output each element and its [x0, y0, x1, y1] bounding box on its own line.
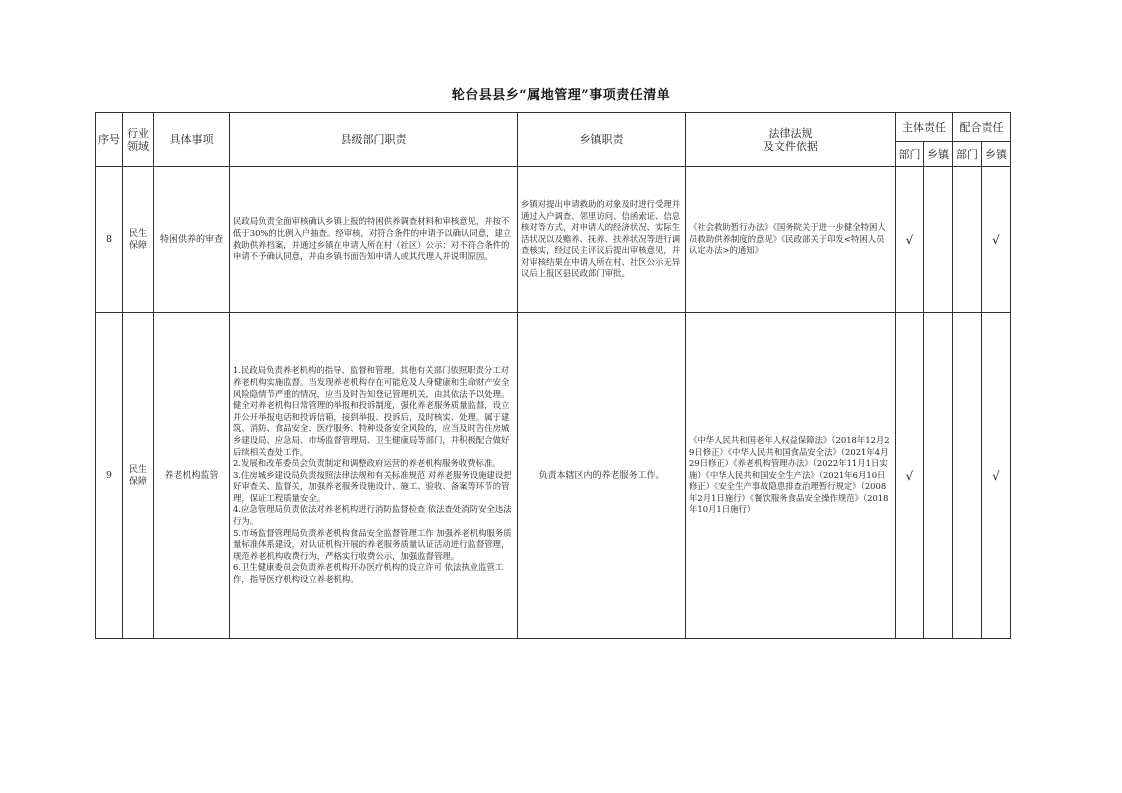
row-town-duty: 负责本辖区内的养老服务工作。 [518, 313, 686, 639]
county-duty-paragraph: 2.发展和改革委员会负责制定和调整政府运营的养老机构服务收费标准。 [233, 458, 501, 469]
header-index: 序号 [96, 113, 123, 167]
row-item: 特困供养的审查 [154, 167, 230, 313]
check-main-town [924, 313, 953, 639]
row-industry: 民生 保障 [123, 313, 154, 639]
header-coop-dept: 部门 [953, 142, 982, 167]
check-coop-dept [953, 313, 982, 639]
document-title: 轮台县县乡“属地管理”事项责任清单 [451, 88, 671, 103]
header-item: 具体事项 [154, 113, 230, 167]
row-index: 9 [96, 313, 123, 639]
county-duty-paragraph: 4.应急管理局负责依法对养老机构进行消防监督检查 依法查处消防安全违法行为。 [233, 504, 512, 527]
check-main-town [924, 167, 953, 313]
check-coop-town: √ [982, 167, 1011, 313]
table-row [96, 313, 1011, 639]
row-item: 养老机构监管 [154, 313, 230, 639]
row-legal-basis: 《社会救助暂行办法》《国务院关于进一步健全特困人员救助供养制度的意见》《民政部关于印发<特困人员认定办法>的通知》 [686, 167, 896, 313]
row-legal-basis: 《中华人民共和国老年人权益保障法》（2018年12月29日修正）《中华人民共和国食品安全法》（2021年4月29日修正）《养老机构管理办法》（2022年11月1日实施）《中华人民共和国安全生产法》（2021年6月10日修正）《安全生产事故隐患排查治理暂行规定》（2008年2月1日施行）《餐饮服务食品安全操作规范》（2018年10月1日施行） [686, 313, 896, 639]
county-duty-paragraph: 民政局负责全面审核确认乡镇上报的特困供养调查材料和审核意见，并按不低于30%的比例入户抽查。经审核，对符合条件的申请予以确认同意，建立救助供养档案，并通过乡镇在申请人所在村（社区）公示；对不符合条件的申请不予确认同意，并由乡镇书面告知申请人或其代理人并说明原因。 [233, 216, 512, 262]
responsibility-table [95, 112, 1011, 639]
row-industry: 民生 保障 [123, 167, 154, 313]
header-industry: 行业领域 [123, 113, 154, 167]
county-duty-paragraph: 6.卫生健康委员会负责养老机构开办医疗机构的设立许可 依法执业监管工作，指导医疗机构设立养老机构。 [233, 562, 504, 585]
row-index: 8 [96, 167, 123, 313]
header-main-town: 乡镇 [924, 142, 953, 167]
check-main-dept: √ [896, 167, 924, 313]
row-county-duty [230, 167, 518, 313]
county-duty-paragraph: 3.住房城乡建设局负责按照法律法规和有关标准规范 对养老服务设施建设把好审查关、监督关，加强养老服务设施设计、施工、验收、备案等环节的管理，保证工程质量安全。 [233, 469, 512, 503]
row-town-duty: 乡镇对提出申请救助的对象及时进行受理并通过入户调查、邻里访问、信函索证、信息核对等方式，对申请人的经济状况、实际生活状况以及赡养、抚养、扶养状况等进行调查核实，经过民主评议后提出审核意见，并对审核结果在申请人所在村、社区公示无异议后上报区县民政部门审批。 [518, 167, 686, 313]
table-row [96, 167, 1011, 313]
header-town-duty: 乡镇职责 [518, 113, 686, 167]
header-main-dept: 部门 [896, 142, 924, 167]
header-coop-responsibility: 配合责任 [953, 113, 1011, 142]
county-duty-paragraph: 1.民政局负责养老机构的指导、监督和管理，其他有关部门依照职责分工对养老机构实施监督。当发现养老机构存在可能危及人身健康和生命财产安全风险隐情节严重的情况，应当及时告知登记管理机关，由其依法予以处理。健全对养老机构日常管理的举报和投诉制度，强化养老服务质量监督，设立并公开举报电话和投诉信箱，接到举报、投诉后，及时核实、处理。属于建筑、消防、食品安全、医疗服务、特种设备安全风险的，应当及时告住房城乡建设局、应急局、市场监督管理局、卫生健康局等部门，并积极配合做好后续相关查处工作。 [233, 365, 510, 457]
check-coop-town: √ [982, 313, 1011, 639]
row-county-duty [230, 313, 518, 639]
header-legal-basis: 法律法规 及文件依据 [686, 113, 896, 167]
header-main-responsibility: 主体责任 [896, 113, 953, 142]
county-duty-paragraph: 5.市场监督管理局负责养老机构食品安全监督管理工作 加强养老机构服务质量标准体系建设，对认证机构开展的养老服务质量认证活动进行监督管理，规范养老机构收费行为，严格实行收费公示，加强监督管理。 [233, 527, 512, 561]
check-main-dept: √ [896, 313, 924, 639]
check-coop-dept [953, 167, 982, 313]
header-county-duty: 县级部门职责 [230, 113, 518, 167]
header-coop-town: 乡镇 [982, 142, 1011, 167]
